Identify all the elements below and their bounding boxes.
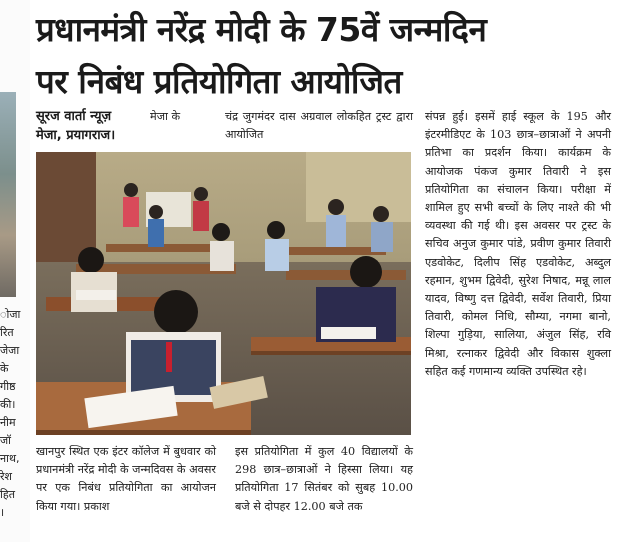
strip-text-line: नीम (0, 416, 16, 429)
strip-text-line: ोजा (0, 308, 21, 321)
headline-line-2: पर निबंध प्रतियोगिता आयोजित (36, 62, 402, 101)
strip-text-line: की। (0, 398, 16, 411)
strip-text-line: जेजा (0, 344, 20, 357)
byline-agency: सूरज वार्ता न्यूज़ (36, 109, 112, 124)
strip-text-line: रेश (0, 470, 12, 483)
strip-text-line: । (0, 506, 5, 519)
strip-text-line: हित (0, 488, 15, 501)
neighbor-photo-fragment (0, 92, 16, 297)
article-col2-bottom: इस प्रतियोगिता में कुल 40 विद्यालयों के 298 छात्र–छात्राओं ने हिस्सा लिया। यह प्रतियोगिता 17 सितंबर को सुबह 10.00 बजे से दोपहर 12.00 बजे तक (235, 445, 413, 513)
article-col2-top: चंद्र जुगमंदर दास अग्रवाल लोकहित ट्रस्ट द्वारा आयोजित (225, 110, 413, 142)
headline-line-1: प्रधानमंत्री नरेंद्र मोदी के 75वें जन्मदिन (36, 10, 487, 49)
article-col1-bottom: खानपुर स्थित एक इंटर कॉलेज में बुधवार को प्रधानमंत्री नरेंद्र मोदी के जन्मदिवस के अवसर पर एक निबंध प्रतियोगिता का आयोजन किया गया। प्रकाश (36, 445, 216, 513)
strip-text-line: नाथ, (0, 452, 20, 465)
strip-text-line: के (0, 362, 9, 375)
strip-text-line: रित (0, 326, 14, 339)
strip-text-line: गीष्ठ (0, 380, 16, 393)
article-col1-top: मेजा के (150, 110, 181, 123)
byline-place: मेजा, प्रयागराज। (36, 128, 116, 143)
neighbor-article-strip (0, 0, 30, 542)
article-col3: संपन्न हुई। इसमें हाई स्कूल के 195 और इंटरमीडिएट के 103 छात्र–छात्राओं ने अपनी प्रतिभा का प्रदर्शन किया। कार्यक्रम के आयोजक पंकज कुमार तिवारी ने इस प्रतियोगिता का संचालन किया। परीक्षा में शामिल हुए सभी बच्चों के लिए नाश्ते की भी व्यवस्था की गई थी। इस अवसर पर ट्रस्ट के सचिव अनुज कुमार पांडे, प्रवीण कुमार तिवारी एडवोकेट, दिलीप सिंह एडवोकेट, अब्दुल रहमान, शुभम द्विवेदी, सुरेश निषाद, मन्नू लाल यादव, विष्णु दत्त द्विवेदी, सर्वेश तिवारी, प्रिया तिवारी, कोमल निधि, सौम्या, नगमा बानो, शिल्पा गुड़िया, सालिया, अंजुल सिंह, रवि मिश्रा, रत्नाकर द्विवेदी और विकास शुक्ला सहित कई गणमान्य व्यक्ति उपस्थित रहे। (425, 110, 611, 378)
classroom-exam-photo (36, 152, 411, 435)
strip-text-line: जॉ (0, 434, 12, 447)
